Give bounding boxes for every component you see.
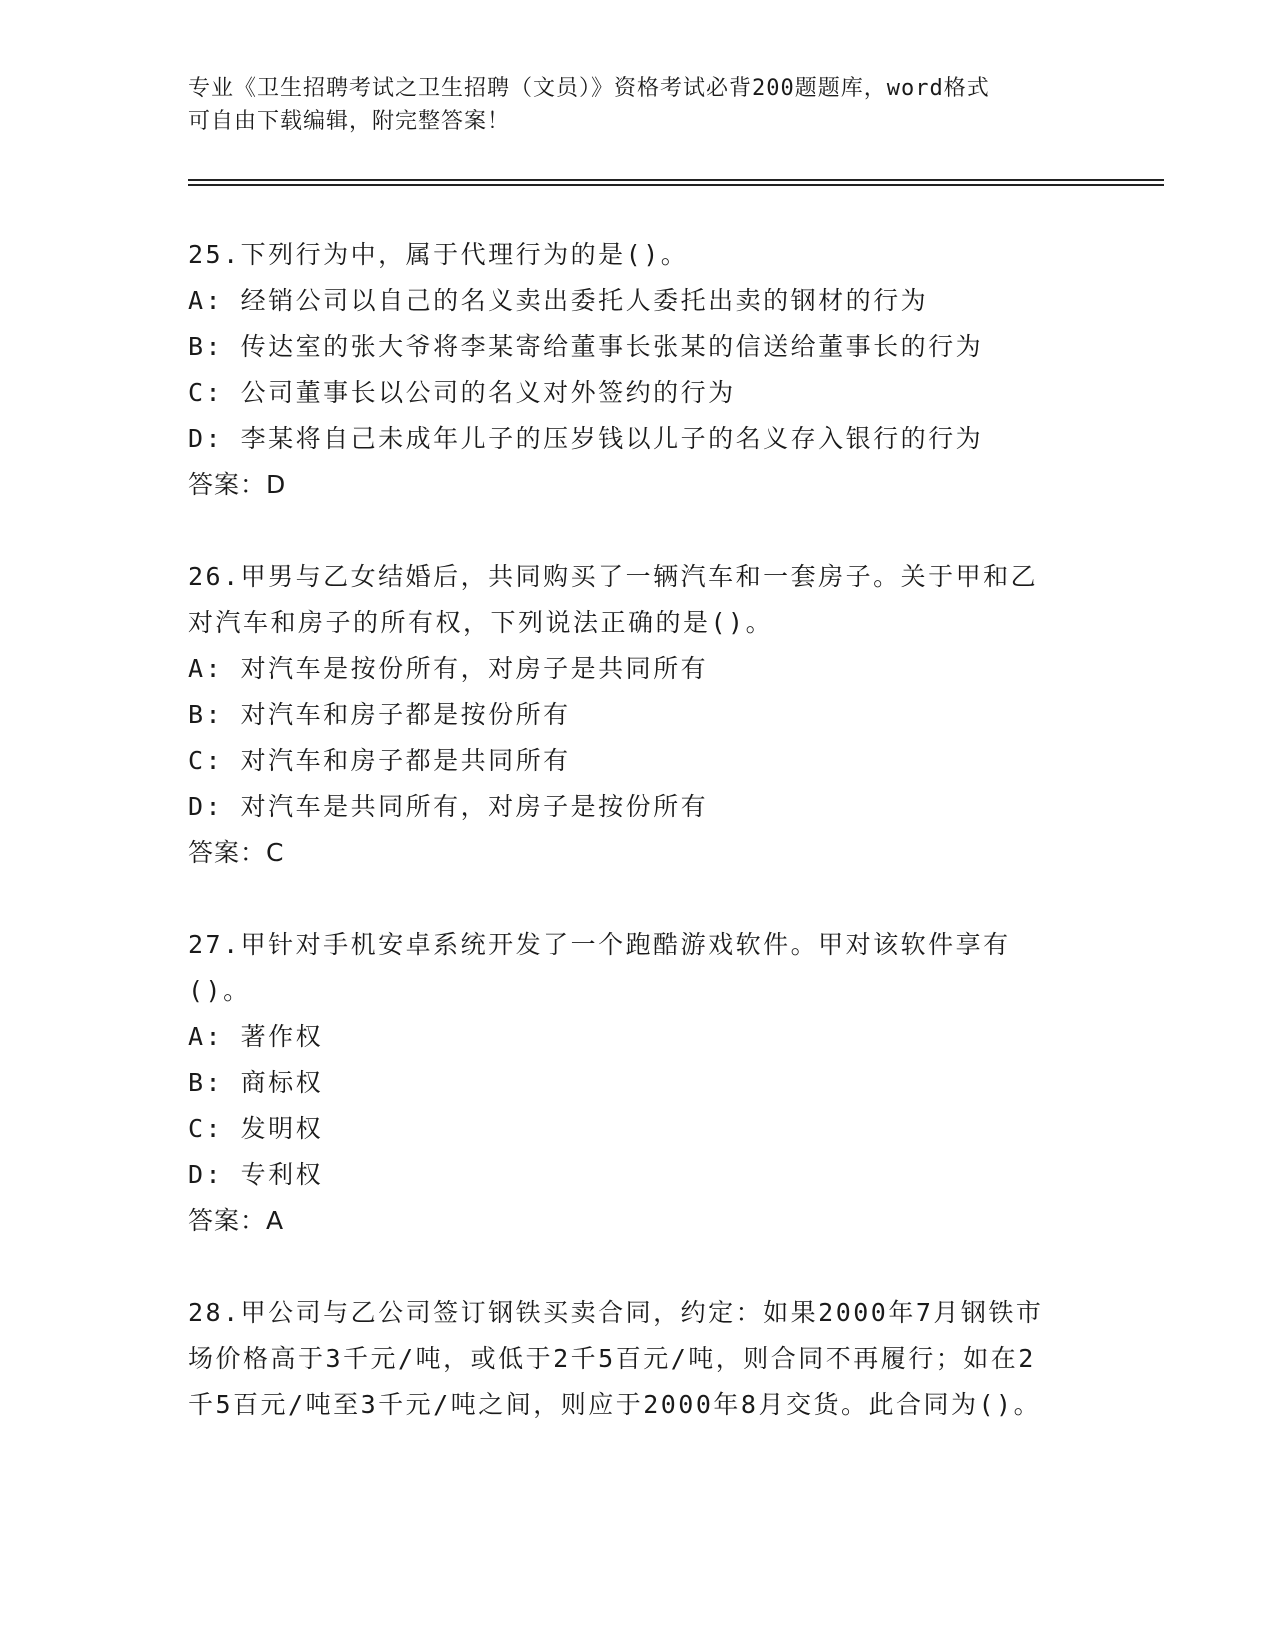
question-stem: 27.甲针对手机安卓系统开发了一个跑酷游戏软件。甲对该软件享有()。 (188, 930, 1011, 1005)
option-a: A: 经销公司以自己的名义卖出委托人委托出卖的钢材的行为 (188, 286, 929, 315)
header-line-1: 专业《卫生招聘考试之卫生招聘（文员）》资格考试必背200题题库，word格式 (188, 76, 990, 101)
answer: 答案：D (188, 470, 287, 499)
option-c: C: 对汽车和房子都是共同所有 (188, 746, 571, 775)
question-stem: 28.甲公司与乙公司签订钢铁买卖合同，约定：如果2000年7月钢铁市场价格高于3千元/吨，或低于2千5百元/吨，则合同不再履行；如在2千5百元/吨至3千元/吨之间，则应于2000年8月交货。此合同为()。 (188, 1298, 1044, 1419)
question-stem: 26.甲男与乙女结婚后，共同购买了一辆汽车和一套房子。关于甲和乙对汽车和房子的所有权，下列说法正确的是()。 (188, 562, 1039, 637)
header-divider-top (188, 179, 1164, 181)
option-d: D: 对汽车是共同所有，对房子是按份所有 (188, 792, 709, 821)
header-line-2: 可自由下载编辑，附完整答案！ (188, 109, 511, 134)
question-28 (188, 1290, 1088, 1428)
option-c: C: 发明权 (188, 1114, 324, 1143)
header-divider-bottom (188, 184, 1164, 186)
option-a: A: 著作权 (188, 1022, 324, 1051)
question-27 (188, 922, 1088, 1244)
option-d: D: 李某将自己未成年儿子的压岁钱以儿子的名义存入银行的行为 (188, 424, 984, 453)
answer: 答案：C (188, 838, 285, 867)
question-25 (188, 232, 1088, 508)
document-header (188, 72, 1088, 138)
option-c: C: 公司董事长以公司的名义对外签约的行为 (188, 378, 736, 407)
option-b: B: 商标权 (188, 1068, 324, 1097)
answer: 答案：A (188, 1206, 285, 1235)
option-d: D: 专利权 (188, 1160, 324, 1189)
option-b: B: 传达室的张大爷将李某寄给董事长张某的信送给董事长的行为 (188, 332, 984, 361)
option-b: B: 对汽车和房子都是按份所有 (188, 700, 571, 729)
question-26 (188, 554, 1088, 876)
option-a: A: 对汽车是按份所有，对房子是共同所有 (188, 654, 709, 683)
question-stem: 25.下列行为中，属于代理行为的是()。 (188, 240, 689, 269)
